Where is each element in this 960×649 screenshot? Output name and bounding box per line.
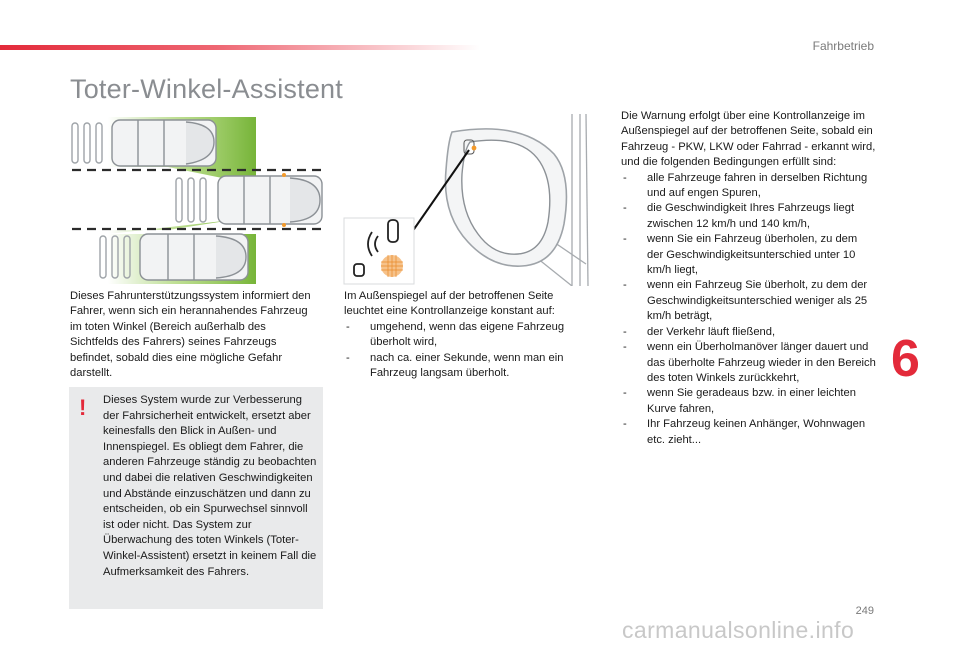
mirror-behaviour-text <box>344 289 592 381</box>
conditions-list <box>621 171 876 448</box>
conditions-text <box>621 109 876 448</box>
warning-box <box>69 387 323 609</box>
warning-exclamation-icon: ! <box>79 395 87 420</box>
page-number: 249 <box>855 605 874 617</box>
blind-spot-diagram <box>68 112 328 284</box>
mirror-indicator-diagram <box>342 114 602 286</box>
list-item: - Ihr Fahrzeug keinen Anhänger, Wohnwagen etc. zieht... <box>621 417 876 448</box>
chapter-number: 6 <box>891 330 920 388</box>
page-title: Toter-Winkel-Assistent <box>70 74 343 104</box>
mirror-list <box>344 320 592 382</box>
list-item: - wenn ein Überholmanöver länger dauert und das überholte Fahrzeug wieder in den Bereich des toten Winkels zurückkehrt, <box>621 340 876 386</box>
list-item: - umgehend, wenn das eigene Fahrzeug überholt wird, <box>344 320 592 351</box>
conditions-lead: Die Warnung erfolgt über eine Kontrollanzeige im Außenspiegel auf der betroffenen Seite, sobald ein Fahrzeug - PKW, LKW oder Fahrrad - erkannt wird, und die folgenden Bedingungen erfüllt sind: <box>621 110 876 169</box>
list-item: - wenn Sie geradeaus bzw. in einer leichten Kurve fahren, <box>621 386 876 417</box>
header-accent-bar <box>0 45 480 50</box>
warning-text: Dieses System wurde zur Verbesserung der Fahrsicherheit entwickelt, ersetzt aber keinesfalls den Blick in Außen- und Innenspiegel. Es obliegt dem Fahrer, die anderen Fahrzeuge ständig zu beobachten und dabei die relativen Geschwindigkeiten und Abstände einzuschätzen und dann zu entscheiden, ob ein Spurwechsel sinnvoll ist oder nicht. Das System zur Überwachung des toten Winkels (Toter-Winkel-Assistent) ersetzt in keinem Fall die Aufmerksamkeit des Fahrers. <box>103 394 317 578</box>
blind-spot-warning-icon <box>344 218 414 284</box>
list-item: - nach ca. einer Sekunde, wenn man ein Fahrzeug langsam überholt. <box>344 351 592 382</box>
intro-paragraph: Dieses Fahrunterstützungssystem informiert den Fahrer, wenn sich ein herannahendes Fahrzeug im toten Winkel (Bereich außerhalb des Sichtfelds des Fahrers) seines Fahrzeugs befindet, sobald dies eine mögliche Gefahr darstellt. <box>70 290 311 380</box>
list-item: - die Geschwindigkeit Ihres Fahrzeugs liegt zwischen 12 km/h und 140 km/h, <box>621 201 876 232</box>
list-item: - alle Fahrzeuge fahren in derselben Richtung und auf engen Spuren, <box>621 171 876 202</box>
list-item: - wenn ein Fahrzeug Sie überholt, zu dem der Geschwindigkeitsunterschied weniger als 25 km/h beträgt, <box>621 278 876 324</box>
mirror-lead: Im Außenspiegel auf der betroffenen Seite leuchtet eine Kontrollanzeige konstant auf: <box>344 290 555 318</box>
section-label: Fahrbetrieb <box>812 39 874 53</box>
list-item: - der Verkehr läuft fließend, <box>621 325 876 340</box>
list-item: - wenn Sie ein Fahrzeug überholen, zu dem der Geschwindigkeitsunterschied unter 10 km/h liegt, <box>621 232 876 278</box>
watermark: carmanualsonline.info <box>622 617 855 643</box>
